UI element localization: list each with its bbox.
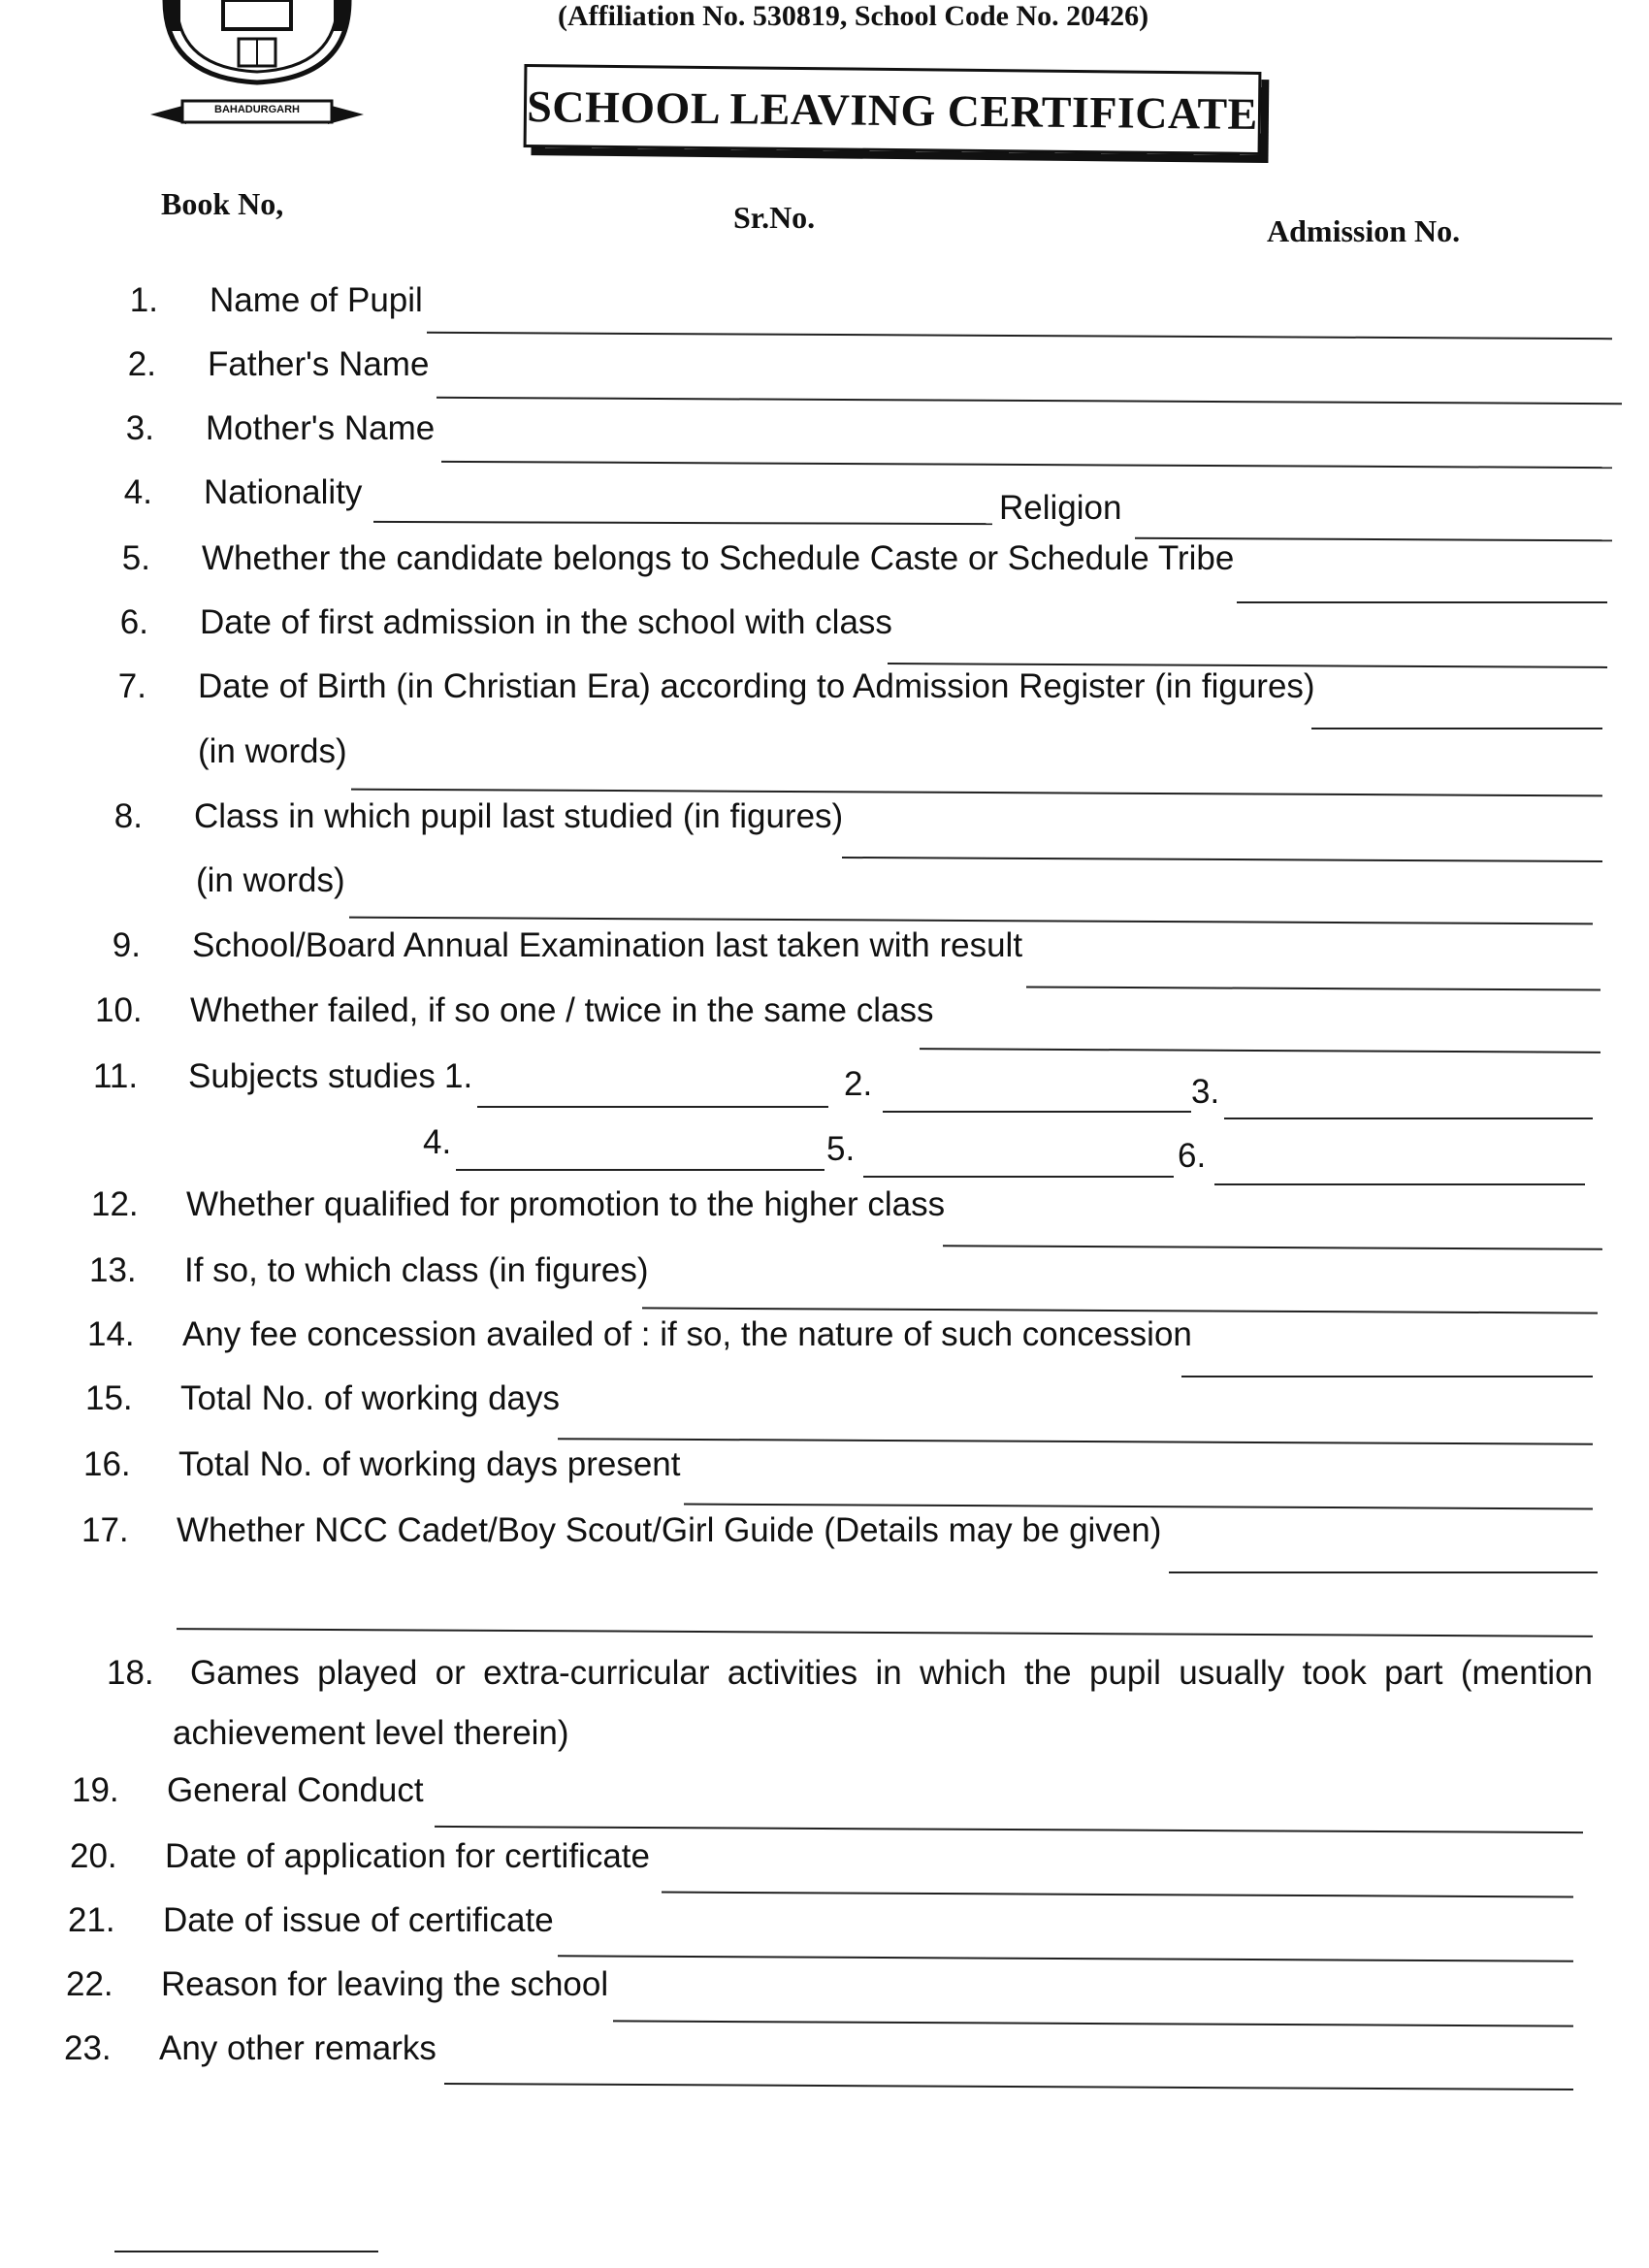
affiliation-line: (Affiliation No. 530819, School Code No. 20426) [558,0,1149,32]
field-label: Any fee concession availed of : if so, the nature of such concession [182,1315,1192,1353]
field-label: Whether qualified for promotion to the higher class [186,1185,946,1223]
field-label: Father's Name [208,345,430,383]
field-label: Date of application for certificate [165,1837,650,1875]
field-label: General Conduct [167,1771,424,1809]
failed-input[interactable] [920,1048,1600,1053]
field-games-activities: Games played or extra-curricular activities in which the pupil usually took part (mention achievement level therein) [173,1654,1593,1752]
field-label: Date of first admission in the school with class [200,603,892,641]
subject-4-input[interactable] [456,1169,824,1171]
field-label: If so, to which class (in figures) [184,1251,649,1289]
field-label: Name of Pupil [210,281,423,319]
field-label: Any other remarks [159,2029,436,2067]
ncc-scout-extra-input[interactable] [177,1628,1593,1637]
field-label: Religion [999,489,1122,527]
admission-no-label: Admission No. [1267,213,1461,248]
subject-number: 4. [423,1123,452,1161]
certificate-title: SCHOOL LEAVING CERTIFICATE [524,64,1262,155]
field-label: Whether the candidate belongs to Schedule Caste or Schedule Tribe [202,539,1235,577]
field-number: 18. [107,1654,154,1692]
subject-number: 5. [826,1130,856,1168]
subject-number: 3. [1191,1073,1220,1111]
class-words-input[interactable] [349,917,1593,925]
field-label: Whether failed, if so one / twice in the same class [190,991,934,1029]
book-no-label: Book No, [161,186,284,221]
fee-concession-input[interactable] [1181,1376,1593,1377]
promotion-input[interactable] [943,1245,1602,1250]
field-label: Date of Birth (in Christian Era) according to Admission Register (in figures) [198,667,1315,705]
subject-1-input[interactable] [477,1106,828,1108]
application-date-input[interactable] [662,1892,1573,1898]
sc-st-input[interactable] [1237,601,1607,603]
name-of-pupil-input[interactable] [427,332,1612,340]
field-label: Nationality [204,473,363,511]
field-label: Subjects studies [188,1057,436,1095]
dob-figures-input[interactable] [1311,728,1602,729]
mothers-name-input[interactable] [441,461,1612,469]
field-label: School/Board Annual Examination last taken with result [192,926,1023,964]
subject-2-input[interactable] [883,1111,1191,1113]
field-label: Total No. of working days present [178,1445,681,1483]
leaving-reason-input[interactable] [613,2020,1573,2026]
working-days-input[interactable] [558,1438,1593,1445]
signature-line[interactable] [114,2251,378,2252]
issue-date-input[interactable] [558,1955,1573,1961]
school-logo [146,0,369,126]
logo-caption: BAHADURGARH [214,104,300,115]
subject-5-input[interactable] [863,1176,1174,1178]
field-label: Mother's Name [206,409,436,447]
general-conduct-input[interactable] [435,1826,1583,1833]
field-label: (in words) [196,861,345,899]
field-label: Whether NCC Cadet/Boy Scout/Girl Guide (Details may be given) [177,1511,1162,1549]
fathers-name-input[interactable] [436,397,1622,405]
subject-number: 2. [844,1065,873,1103]
field-label: Date of issue of certificate [163,1901,554,1939]
exam-result-input[interactable] [1026,986,1600,990]
other-remarks-input[interactable] [444,2083,1573,2090]
subject-number: 6. [1178,1137,1207,1175]
subject-3-input[interactable] [1224,1118,1593,1119]
nationality-input[interactable] [373,521,992,525]
days-present-input[interactable] [684,1504,1593,1510]
field-label: Reason for leaving the school [161,1965,609,2003]
which-class-input[interactable] [642,1307,1598,1313]
sr-no-label: Sr.No. [733,200,816,235]
field-label: Total No. of working days [180,1379,561,1417]
class-figures-input[interactable] [842,857,1602,862]
dob-words-input[interactable] [351,789,1602,797]
ncc-scout-input[interactable] [1169,1571,1598,1573]
field-label: (in words) [198,732,347,770]
field-label: Class in which pupil last studied (in figures) [194,797,844,835]
subject-number: 1. [444,1057,473,1095]
subject-6-input[interactable] [1214,1183,1585,1185]
